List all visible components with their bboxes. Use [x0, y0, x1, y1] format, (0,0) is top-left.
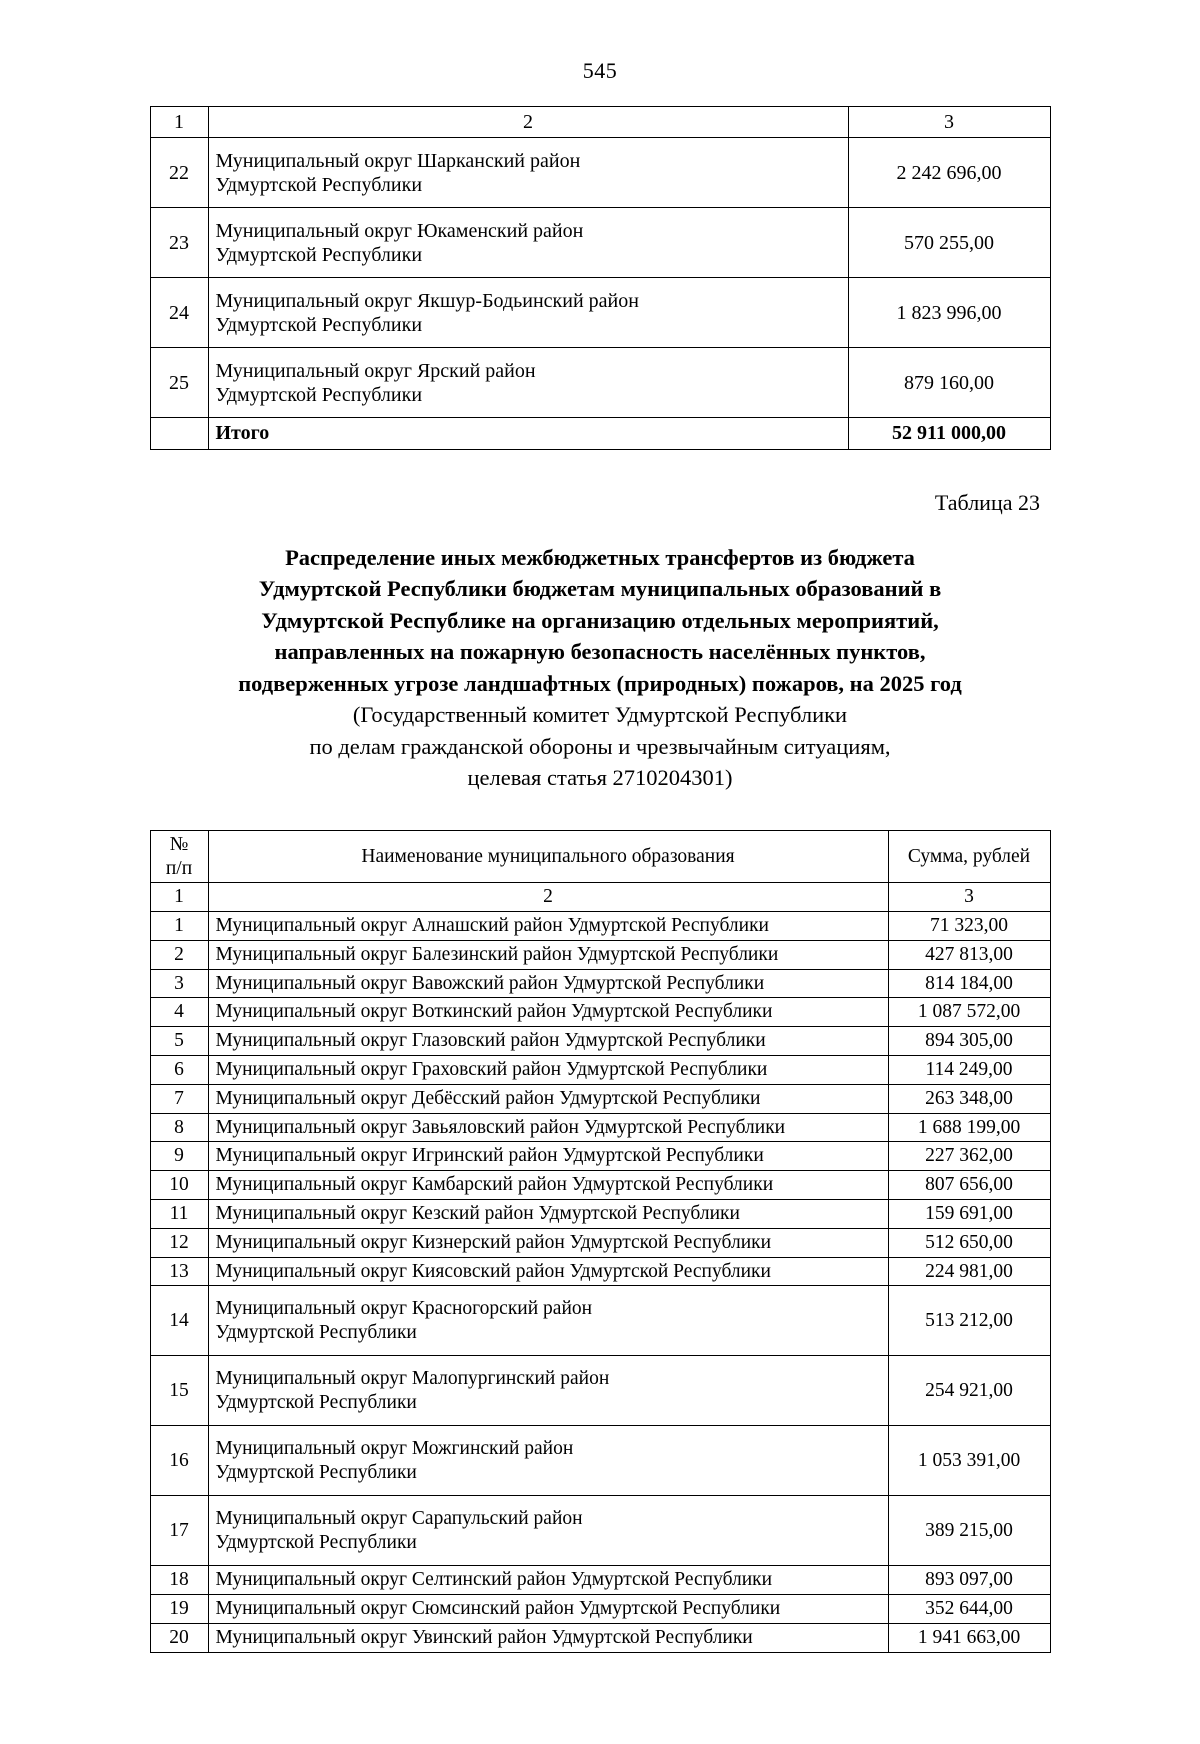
title-line: Удмуртской Республике на организацию отдельных мероприятий, [261, 607, 939, 633]
table-row [150, 940, 1050, 969]
distribution-table [150, 830, 1051, 1653]
row-name-line1: Муниципальный округ Шарканский район [215, 149, 581, 172]
row-number: 16 [150, 1426, 208, 1496]
row-name: Муниципальный округ Завьяловский район Удмуртской Республики [208, 1113, 888, 1142]
row-name-line1: Муниципальный округ Можгинский район [215, 1438, 574, 1459]
row-name-line2: Удмуртской Республики [215, 313, 423, 336]
row-name: Муниципальный округ Камбарский район Удмуртской Республики [208, 1171, 888, 1200]
row-name: Муниципальный округ Кезский район Удмуртской Республики [208, 1199, 888, 1228]
row-sum: 71 323,00 [888, 912, 1050, 941]
row-name-line1: Муниципальный округ Красногорский район [215, 1298, 593, 1319]
row-sum: 1 688 199,00 [888, 1113, 1050, 1142]
row-name: Муниципальный округ Кизнерский район Удмуртской Республики [208, 1228, 888, 1257]
row-sum: 427 813,00 [888, 940, 1050, 969]
row-number: 6 [150, 1056, 208, 1085]
header-num-line1: № [169, 833, 189, 855]
row-number: 3 [150, 969, 208, 998]
row-number: 22 [150, 138, 208, 208]
table-row [150, 998, 1050, 1027]
subtitle-line: (Государственный комитет Удмуртской Республики [352, 702, 848, 728]
row-name: Муниципальный округ Воткинский район Удмуртской Республики [208, 998, 888, 1027]
row-number: 20 [150, 1623, 208, 1652]
title-line: Распределение иных межбюджетных трансфертов из бюджета [285, 544, 915, 570]
row-name-line2: Удмуртской Республики [215, 1461, 417, 1483]
row-name: Муниципальный округ Вавожский район Удмуртской Республики [208, 969, 888, 998]
row-name: Муниципальный округ Дебёсский район Удмуртской Республики [208, 1084, 888, 1113]
column-number-row [150, 107, 1050, 138]
row-name [208, 278, 848, 348]
row-number: 25 [150, 348, 208, 418]
row-sum: 512 650,00 [888, 1228, 1050, 1257]
table-row [150, 1027, 1050, 1056]
table-row [150, 1084, 1050, 1113]
row-number: 14 [150, 1286, 208, 1356]
row-number: 1 [150, 912, 208, 941]
row-name [208, 348, 848, 418]
total-sum: 52 911 000,00 [848, 418, 1050, 449]
document-page [0, 58, 1200, 1744]
title-line: направленных на пожарную безопасность населённых пунктов, [274, 639, 926, 665]
table-row [150, 1566, 1050, 1595]
table-row [150, 1623, 1050, 1652]
row-name-line1: Муниципальный округ Юкаменский район [215, 219, 584, 242]
row-number: 2 [150, 940, 208, 969]
row-name-line2: Удмуртской Республики [215, 1391, 417, 1413]
row-number: 8 [150, 1113, 208, 1142]
header-num [150, 830, 208, 883]
subtitle-line: по делам гражданской обороны и чрезвычайным ситуациям, [309, 733, 891, 759]
row-name: Муниципальный округ Киясовский район Удмуртской Республики [208, 1257, 888, 1286]
table-row [150, 138, 1050, 208]
row-number: 12 [150, 1228, 208, 1257]
column-number-1: 1 [150, 883, 208, 912]
table-row [150, 1356, 1050, 1426]
column-number-3: 3 [848, 107, 1050, 138]
column-number-row [150, 883, 1050, 912]
table-row [150, 912, 1050, 941]
row-sum: 254 921,00 [888, 1356, 1050, 1426]
row-name-line1: Муниципальный округ Ярский район [215, 359, 536, 382]
title-line: Удмуртской Республики бюджетам муниципальных образований в [258, 576, 942, 602]
row-sum: 1 087 572,00 [888, 998, 1050, 1027]
row-number: 7 [150, 1084, 208, 1113]
row-number: 5 [150, 1027, 208, 1056]
row-name-line2: Удмуртской Республики [215, 173, 423, 196]
table-row [150, 1496, 1050, 1566]
column-number-1: 1 [150, 107, 208, 138]
row-number: 15 [150, 1356, 208, 1426]
row-name: Муниципальный округ Игринский район Удмуртской Республики [208, 1142, 888, 1171]
row-sum: 263 348,00 [888, 1084, 1050, 1113]
row-number: 17 [150, 1496, 208, 1566]
row-number: 19 [150, 1595, 208, 1624]
row-sum: 1 823 996,00 [848, 278, 1050, 348]
table-row [150, 1595, 1050, 1624]
row-name: Муниципальный округ Граховский район Удмуртской Республики [208, 1056, 888, 1085]
row-sum: 893 097,00 [888, 1566, 1050, 1595]
distribution-table-body [150, 830, 1050, 1652]
row-name: Муниципальный округ Глазовский район Удмуртской Республики [208, 1027, 888, 1056]
row-sum: 159 691,00 [888, 1199, 1050, 1228]
row-name: Муниципальный округ Сюмсинский район Удмуртской Республики [208, 1595, 888, 1624]
header-sum: Сумма, рублей [888, 830, 1050, 883]
total-label: Итого [208, 418, 848, 449]
table-row [150, 1228, 1050, 1257]
row-sum: 894 305,00 [888, 1027, 1050, 1056]
row-sum: 114 249,00 [888, 1056, 1050, 1085]
table-row [150, 348, 1050, 418]
row-number: 4 [150, 998, 208, 1027]
continuation-table-body [150, 107, 1050, 450]
row-name-line1: Муниципальный округ Малопургинский район [215, 1368, 610, 1389]
row-name [208, 1426, 888, 1496]
row-sum: 513 212,00 [888, 1286, 1050, 1356]
row-number: 9 [150, 1142, 208, 1171]
total-row [150, 418, 1050, 449]
row-sum: 1 941 663,00 [888, 1623, 1050, 1652]
header-num-line2: п/п [165, 857, 193, 879]
table-row [150, 278, 1050, 348]
row-sum: 807 656,00 [888, 1171, 1050, 1200]
table-label: Таблица 23 [934, 489, 1040, 515]
row-sum: 352 644,00 [888, 1595, 1050, 1624]
row-name [208, 1496, 888, 1566]
row-name-line1: Муниципальный округ Якшур-Бодьинский район [215, 289, 639, 312]
column-number-3: 3 [888, 883, 1050, 912]
table-row [150, 1142, 1050, 1171]
table-row [150, 208, 1050, 278]
table-row [150, 1257, 1050, 1286]
row-name-line2: Удмуртской Республики [215, 383, 423, 406]
header-name: Наименование муниципального образования [208, 830, 888, 883]
row-name [208, 1286, 888, 1356]
row-sum: 879 160,00 [848, 348, 1050, 418]
row-sum: 389 215,00 [888, 1496, 1050, 1566]
table-row [150, 969, 1050, 998]
row-name-line2: Удмуртской Республики [215, 1321, 417, 1343]
row-name-line2: Удмуртской Республики [215, 1531, 417, 1553]
row-number: 24 [150, 278, 208, 348]
table-title [150, 542, 1050, 794]
table-row [150, 1286, 1050, 1356]
row-number: 10 [150, 1171, 208, 1200]
table-row [150, 1199, 1050, 1228]
row-sum: 1 053 391,00 [888, 1426, 1050, 1496]
table-row [150, 1113, 1050, 1142]
table-row [150, 1426, 1050, 1496]
row-number: 23 [150, 208, 208, 278]
row-name-line1: Муниципальный округ Сарапульский район [215, 1508, 583, 1529]
row-sum: 227 362,00 [888, 1142, 1050, 1171]
row-name: Муниципальный округ Увинский район Удмуртской Республики [208, 1623, 888, 1652]
table-row [150, 1056, 1050, 1085]
row-name: Муниципальный округ Селтинский район Удмуртской Республики [208, 1566, 888, 1595]
row-name [208, 138, 848, 208]
header-row [150, 830, 1050, 883]
row-name-line2: Удмуртской Республики [215, 243, 423, 266]
continuation-table [150, 106, 1051, 450]
row-number: 11 [150, 1199, 208, 1228]
row-sum: 570 255,00 [848, 208, 1050, 278]
row-name [208, 208, 848, 278]
row-sum: 2 242 696,00 [848, 138, 1050, 208]
row-name [208, 1356, 888, 1426]
main-table-wrapper [0, 830, 1200, 1653]
subtitle-line: целевая статья 2710204301) [467, 765, 733, 791]
row-number: 13 [150, 1257, 208, 1286]
column-number-2: 2 [208, 883, 888, 912]
column-number-2: 2 [208, 107, 848, 138]
page-number: 545 [582, 58, 618, 83]
row-name: Муниципальный округ Алнашский район Удмуртской Республики [208, 912, 888, 941]
table-row [150, 1171, 1050, 1200]
row-number: 18 [150, 1566, 208, 1595]
row-name: Муниципальный округ Балезинский район Удмуртской Республики [208, 940, 888, 969]
row-sum: 224 981,00 [888, 1257, 1050, 1286]
row-sum: 814 184,00 [888, 969, 1050, 998]
total-row-number [150, 418, 208, 449]
title-line: подверженных угрозе ландшафтных (природных) пожаров, на 2025 год [238, 670, 962, 696]
